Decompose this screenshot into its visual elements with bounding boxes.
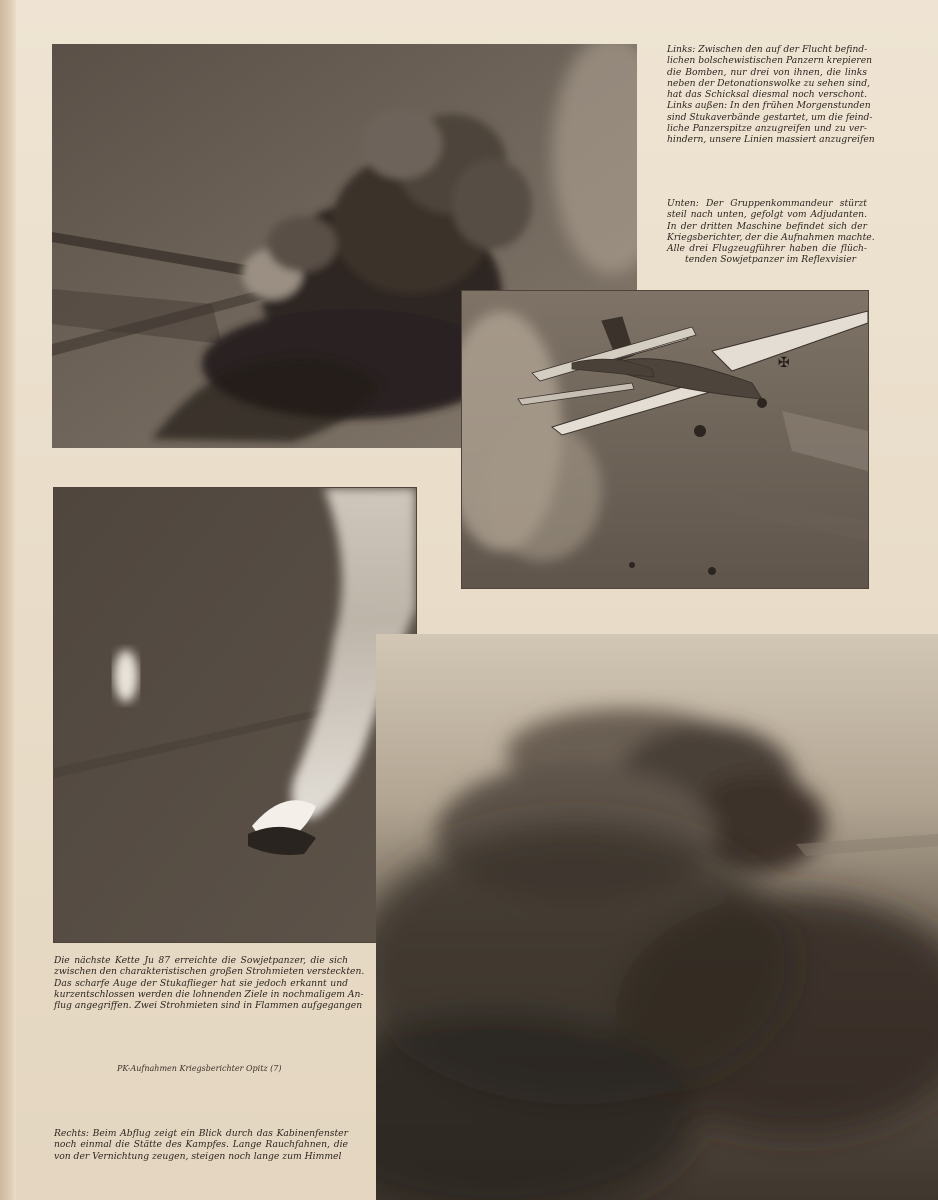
caption-line: die Bomben, nur drei von ihnen, die links bbox=[667, 66, 867, 78]
caption-line: Links: Zwischen den auf der Flucht befind- bbox=[667, 44, 868, 55]
caption-line: flug angegriffen. Zwei Strohmieten sind in Flammen aufgegangen bbox=[54, 1000, 363, 1012]
svg-text:✠: ✠ bbox=[778, 355, 790, 371]
caption-line: Rechts: Beim Abflug zeigt ein Blick durch das Kabinenfenster bbox=[54, 1128, 348, 1139]
photo-burning-straw-stacks bbox=[54, 488, 416, 942]
caption-line: sind Stukaverbände gestartet, um die feind- bbox=[667, 111, 873, 123]
caption-line: Links außen: In den frühen Morgenstunden bbox=[667, 100, 871, 112]
photo-credit: PK-Aufnahmen Kriegsberichter Opitz (7) bbox=[117, 1064, 282, 1073]
caption-line: zwischen den charakteristischen großen Strohmieten versteckten. bbox=[54, 966, 365, 978]
caption-line: Die nächste Kette Ju 87 erreichte die Sowjetpanzer, die sich bbox=[54, 955, 348, 966]
caption-line: Das scharfe Auge der Stukaflieger hat sie jedoch erkannt und bbox=[54, 977, 348, 989]
page-spine-shadow bbox=[0, 0, 16, 1200]
caption-line: Alle drei Flugzeugführer haben die flüch- bbox=[667, 243, 867, 255]
caption-line: Unten: Der Gruppenkommandeur stürzt bbox=[667, 198, 867, 209]
caption-line: lichen bolschewistischen Panzern krepieren bbox=[667, 55, 873, 67]
photo-smoke-over-battlefield bbox=[376, 634, 938, 1200]
caption-detonation bbox=[667, 44, 875, 146]
photo-dive-bombers bbox=[462, 291, 868, 588]
caption-line: von der Vernichtung zeugen, steigen noch lange zum Himmel bbox=[54, 1150, 342, 1162]
caption-straw-stacks bbox=[54, 955, 365, 1012]
caption-line: Kriegsberichter, der die Aufnahmen machte. bbox=[667, 231, 875, 243]
caption-line: noch einmal die Stätte des Kampfes. Lange Rauchfahnen, die bbox=[54, 1139, 348, 1151]
caption-line: liche Panzerspitze anzugreifen und zu ver- bbox=[667, 123, 867, 135]
caption-line: neben der Detonationswolke zu sehen sind, bbox=[667, 77, 871, 89]
caption-line: steil nach unten, gefolgt vom Adjudanten. bbox=[667, 209, 867, 221]
caption-line: hindern, unsere Linien massiert anzugreifen bbox=[667, 134, 875, 146]
caption-line: In der dritten Maschine befindet sich der bbox=[667, 220, 867, 232]
caption-departure bbox=[54, 1128, 348, 1162]
caption-line: kurzentschlossen werden die lohnenden Ziele in nochmaligem An- bbox=[54, 988, 364, 1000]
caption-dive-formation bbox=[667, 198, 875, 266]
caption-line: hat das Schicksal diesmal noch verschont. bbox=[667, 89, 867, 101]
caption-line: tenden Sowjetpanzer im Reflexvisier bbox=[685, 254, 857, 266]
